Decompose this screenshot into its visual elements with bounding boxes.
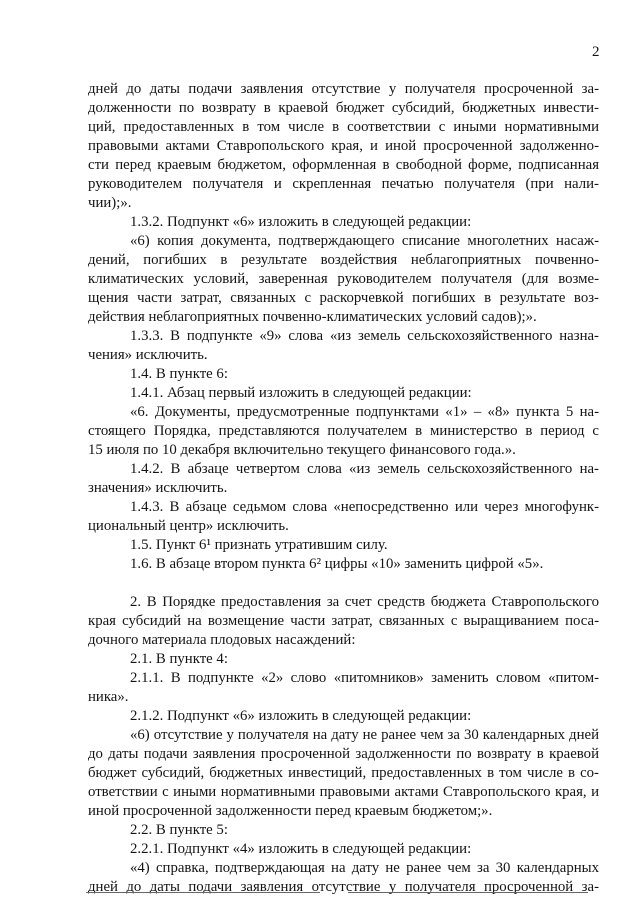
- text-line: правовыми актами Ставропольского края, и иной просроченной задолженно-: [88, 138, 599, 154]
- text-line: климатических условий, заверенная руководителем получателя (для возме-: [88, 271, 599, 287]
- text-line: до даты подачи заявления просроченной задолженности по возврату в краевой: [88, 746, 599, 762]
- text-line: 15 июля по 10 декабря включительно текущего финансового года.».: [88, 442, 516, 458]
- text-line: 2.1.2. Подпункт «6» изложить в следующей редакции:: [130, 708, 472, 724]
- text-line: дочного материала плодовых насаждений:: [88, 632, 356, 648]
- text-line: 2. В Порядке предоставления за счет средств бюджета Ставропольского: [130, 594, 599, 610]
- text-line: «6) копия документа, подтверждающего списание многолетних насаж-: [130, 233, 599, 249]
- text-line: «4) справка, подтверждающая на дату не ранее чем за 30 календарных: [130, 860, 599, 876]
- text-line: дней до даты подачи заявления отсутствие у получателя просроченной за-: [88, 81, 599, 97]
- text-line: ций, предоставленных в том числе в соответствии с иными нормативными: [88, 119, 599, 135]
- text-line: 2.1.1. В подпункте «2» слово «питомников» заменить словом «питом-: [130, 670, 599, 686]
- text-line: бюджет субсидий, бюджетных инвестиций, предоставленных в том числе в со-: [88, 765, 599, 781]
- text-line: чения» исключить.: [88, 347, 208, 363]
- text-line: 1.4.1. Абзац первый изложить в следующей редакции:: [130, 385, 472, 401]
- text-line: 2.1. В пункте 4:: [130, 651, 228, 667]
- footer-divider: [348, 892, 588, 893]
- text-line: стоящего Порядка, представляются получателем в министерство в период с: [88, 423, 599, 439]
- footer-divider: [86, 892, 320, 893]
- text-line: руководителем получателя и скрепленная печатью получателя (при нали-: [88, 176, 599, 192]
- page-number: 2: [592, 44, 600, 60]
- text-line: «6. Документы, предусмотренные подпунктами «1» – «8» пункта 5 на-: [130, 404, 599, 420]
- text-line: чии);».: [88, 195, 132, 211]
- text-line: 2.2.1. Подпункт «4» изложить в следующей редакции:: [130, 841, 472, 857]
- text-line: 1.3.2. Подпункт «6» изложить в следующей редакции:: [130, 214, 472, 230]
- text-line: иной просроченной задолженности перед краевым бюджетом;».: [88, 803, 493, 819]
- text-line: действия неблагоприятных почвенно-климатических условий садов);».: [88, 309, 537, 325]
- text-line: 1.5. Пункт 6¹ признать утратившим силу.: [130, 537, 388, 553]
- text-line: края субсидий на возмещение части затрат, связанных с выращиванием поса-: [88, 613, 599, 629]
- text-line: 1.4. В пункте 6:: [130, 366, 228, 382]
- text-line: сти перед краевым бюджетом, оформленная в свободной форме, подписанная: [88, 157, 599, 173]
- text-line: дней до даты подачи заявления отсутствие у получателя просроченной за-: [88, 879, 599, 895]
- text-line: циональный центр» исключить.: [88, 518, 289, 534]
- text-line: щения части затрат, связанных с раскорчевкой погибших в результате воз-: [88, 290, 599, 306]
- text-line: дений, погибших в результате воздействия неблагоприятных почвенно-: [88, 252, 599, 268]
- text-line: ника».: [88, 689, 129, 705]
- text-line: ответствии с иными нормативными правовыми актами Ставропольского края, и: [88, 784, 599, 800]
- text-line: 1.6. В абзаце втором пункта 6² цифры «10» заменить цифрой «5».: [130, 556, 544, 572]
- text-line: 2.2. В пункте 5:: [130, 822, 228, 838]
- text-line: долженности по возврату в краевой бюджет субсидий, бюджетных инвести-: [88, 100, 599, 116]
- text-line: 1.3.3. В подпункте «9» слова «из земель сельскохозяйственного назна-: [130, 328, 599, 344]
- text-line: значения» исключить.: [88, 480, 228, 496]
- text-line: 1.4.2. В абзаце четвертом слова «из земель сельскохозяйственного на-: [130, 461, 599, 477]
- text-line: 1.4.3. В абзаце седьмом слова «непосредственно или через многофунк-: [130, 499, 599, 515]
- text-line: «6) отсутствие у получателя на дату не ранее чем за 30 календарных дней: [130, 727, 599, 743]
